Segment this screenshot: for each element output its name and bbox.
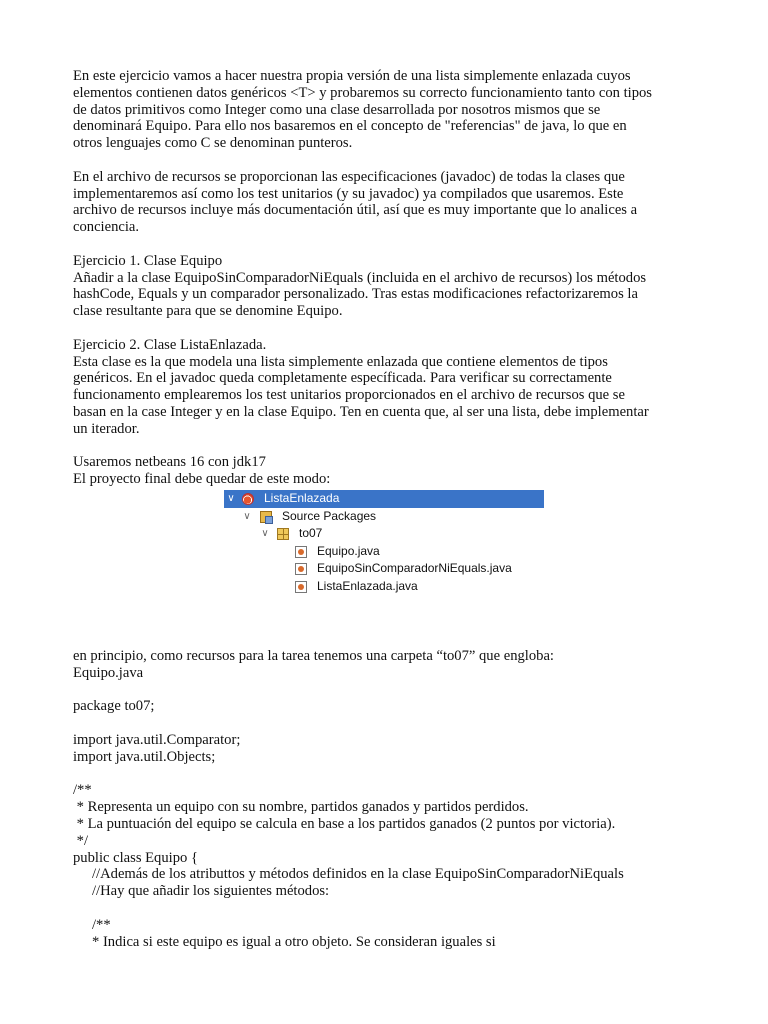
tree-node-file[interactable] xyxy=(224,560,544,578)
tree-node-file[interactable] xyxy=(224,543,544,561)
text-line: funcionamento emplearemos los test unitarios proporcionados en el archivo de recursos que se xyxy=(73,387,625,404)
code-line: package to07; xyxy=(73,698,155,715)
tree-node-label: Equipo.java xyxy=(317,543,380,558)
paragraph-gap xyxy=(73,900,693,917)
code-line: public class Equipo { xyxy=(73,849,198,866)
text-line: En este ejercicio vamos a hacer nuestra propia versión de una lista simplemente enlazada cuyos xyxy=(73,68,631,84)
code-line: /** xyxy=(73,782,92,799)
code-line: //Además de los atributtos y métodos definidos en la clase EquipoSinComparadorNiEquals xyxy=(92,866,624,883)
document-body-continued xyxy=(73,648,693,950)
paragraph-gap xyxy=(73,766,693,783)
text-line: un iterador. xyxy=(73,420,140,437)
java-project-icon xyxy=(242,493,254,505)
tree-node-label: EquipoSinComparadorNiEquals.java xyxy=(317,561,512,575)
code-line: import java.util.Comparator; xyxy=(73,731,241,748)
code-line: * La puntuación del equipo se calcula en base a los partidos ganados (2 puntos por victoria). xyxy=(73,815,616,832)
java-file-icon xyxy=(295,563,307,575)
chevron-down-icon[interactable]: ∨ xyxy=(261,528,269,539)
tree-node-source-packages[interactable] xyxy=(224,508,544,526)
text-line: Esta clase es la que modela una lista simplemente enlazada que contiene elementos de tipos xyxy=(73,353,608,370)
text-line: El proyecto final debe quedar de este modo: xyxy=(73,471,331,488)
code-line: * Representa un equipo con su nombre, partidos ganados y partidos perdidos. xyxy=(73,799,529,816)
text-line: Añadir a la clase EquipoSinComparadorNiEquals (incluida en el archivo de recursos) los métodos xyxy=(73,269,647,286)
exercise-2-title: Ejercicio 2. Clase ListaEnlazada. xyxy=(73,336,267,353)
code-line: import java.util.Objects; xyxy=(73,748,216,765)
paragraph-gap xyxy=(73,438,693,455)
text-line: clase resultante para que se denomine Equipo. xyxy=(73,303,343,320)
code-line: * Indica si este equipo es igual a otro objeto. Se consideran iguales si xyxy=(92,933,496,950)
code-line: /** xyxy=(92,916,111,933)
text-line: Usaremos netbeans 16 con jdk17 xyxy=(73,454,266,471)
tree-node-project[interactable] xyxy=(224,490,544,508)
text-line: basan en la case Integer y en la clase Equipo. Ten en cuenta que, al ser una lista, debe implementar xyxy=(73,403,649,420)
tree-node-label: to07 xyxy=(299,526,323,540)
java-file-icon xyxy=(295,581,307,593)
text-line: genéricos. En el javadoc queda completamente específicada. Para verificar su correctamente xyxy=(73,370,612,387)
paragraph-gap xyxy=(73,682,693,699)
text-line: archivo de recursos incluye más documentación útil, así que es muy importante que lo analices a xyxy=(73,202,638,219)
tree-node-file[interactable] xyxy=(224,578,544,596)
package-icon xyxy=(277,528,289,540)
paragraph-gap xyxy=(73,715,693,732)
text-line: de datos primitivos como Integer como una clase desarrollada por nosotros mismos que se xyxy=(73,101,601,118)
text-line: elementos contienen datos genéricos <T> y probaremos su correcto funcionamiento tanto con tipos xyxy=(73,84,652,101)
project-tree-screenshot xyxy=(224,490,544,595)
text-line: otros lenguajes como C se denominan punteros. xyxy=(73,135,353,152)
source-packages-icon xyxy=(260,511,272,523)
text-line: En el archivo de recursos se proporcionan las especificaciones (javadoc) de todas la clases que xyxy=(73,168,625,185)
text-line: implementaremos así como los test unitarios (y su javadoc) ya compilados que usaremos. Este xyxy=(73,185,624,202)
tree-node-label: Source Packages xyxy=(282,508,377,523)
chevron-down-icon[interactable]: ∨ xyxy=(227,493,235,504)
code-line: //Hay que añadir los siguientes métodos: xyxy=(92,883,330,900)
document-body xyxy=(73,68,693,488)
paragraph-gap xyxy=(73,236,693,253)
text-line: en principio, como recursos para la tarea tenemos una carpeta “to07” que engloba: xyxy=(73,648,554,664)
text-line: conciencia. xyxy=(73,219,140,236)
code-line: */ xyxy=(73,832,88,849)
tree-node-package[interactable] xyxy=(224,525,544,543)
paragraph-gap xyxy=(73,320,693,337)
paragraph-gap xyxy=(73,152,693,169)
chevron-down-icon[interactable]: ∨ xyxy=(243,510,251,522)
exercise-1-title: Ejercicio 1. Clase Equipo xyxy=(73,252,223,269)
text-line: denominará Equipo. Para ello nos basaremos en el concepto de "referencias" de java, lo que en xyxy=(73,118,627,135)
java-file-icon xyxy=(295,546,307,558)
file-name: Equipo.java xyxy=(73,664,144,681)
tree-node-label: ListaEnlazada xyxy=(264,491,340,505)
tree-node-label: ListaEnlazada.java xyxy=(317,578,418,593)
text-line: hashCode, Equals y un comparador personalizado. Tras estas modificaciones refactorizaremos la xyxy=(73,286,638,303)
